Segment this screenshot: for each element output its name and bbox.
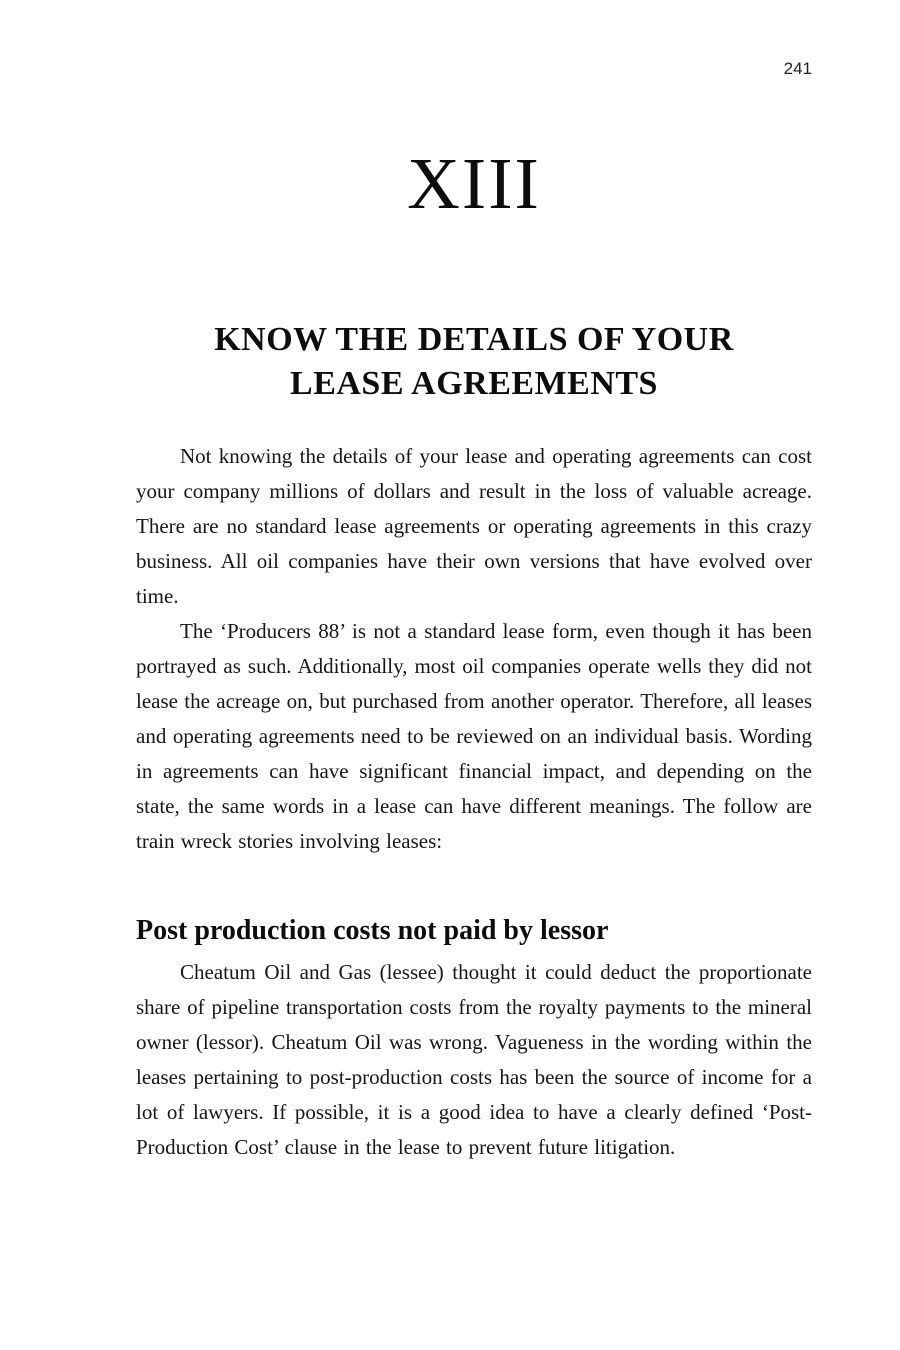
chapter-title [136,318,812,406]
intro-paragraph-2: The ‘Producers 88’ is not a standard lease form, even though it has been portrayed as such. Additionally, most oil companies operate wells they did not lease the acreage on, but purchased from another operator. Therefore, all leases and operating agreements need to be reviewed on an individual basis. Wording in agreements can have significant financial impact, and depending on the state, the same words in a lease can have different meanings. The follow are train wreck stories involving leases: [136,619,812,853]
chapter-numeral: XIII [407,143,541,224]
chapter-title-line-2: LEASE AGREEMENTS [290,365,658,402]
body-copy [136,439,812,1165]
intro-paragraph-1: Not knowing the details of your lease and operating agreements can cost your company millions of dollars and result in the loss of valuable acreage. There are no standard lease agreements or operating agreements in this crazy business. All oil companies have their own versions that have evolved over time. [136,444,812,608]
book-page [136,0,812,1165]
section-heading: Post production costs not paid by lessor [136,915,609,946]
section-paragraph: Cheatum Oil and Gas (lessee) thought it could deduct the proportionate share of pipeline transportation costs from the royalty payments to the mineral owner (lessor). Cheatum Oil was wrong. Vagueness in the wording within the leases pertaining to post-production costs has been the source of income for a lot of lawyers. If possible, it is a good idea to have a clearly defined ‘Post-Production Cost’ clause in the lease to prevent future litigation. [136,960,812,1159]
page-number: 241 [783,59,812,78]
chapter-title-line-1: KNOW THE DETAILS OF YOUR [214,321,734,358]
